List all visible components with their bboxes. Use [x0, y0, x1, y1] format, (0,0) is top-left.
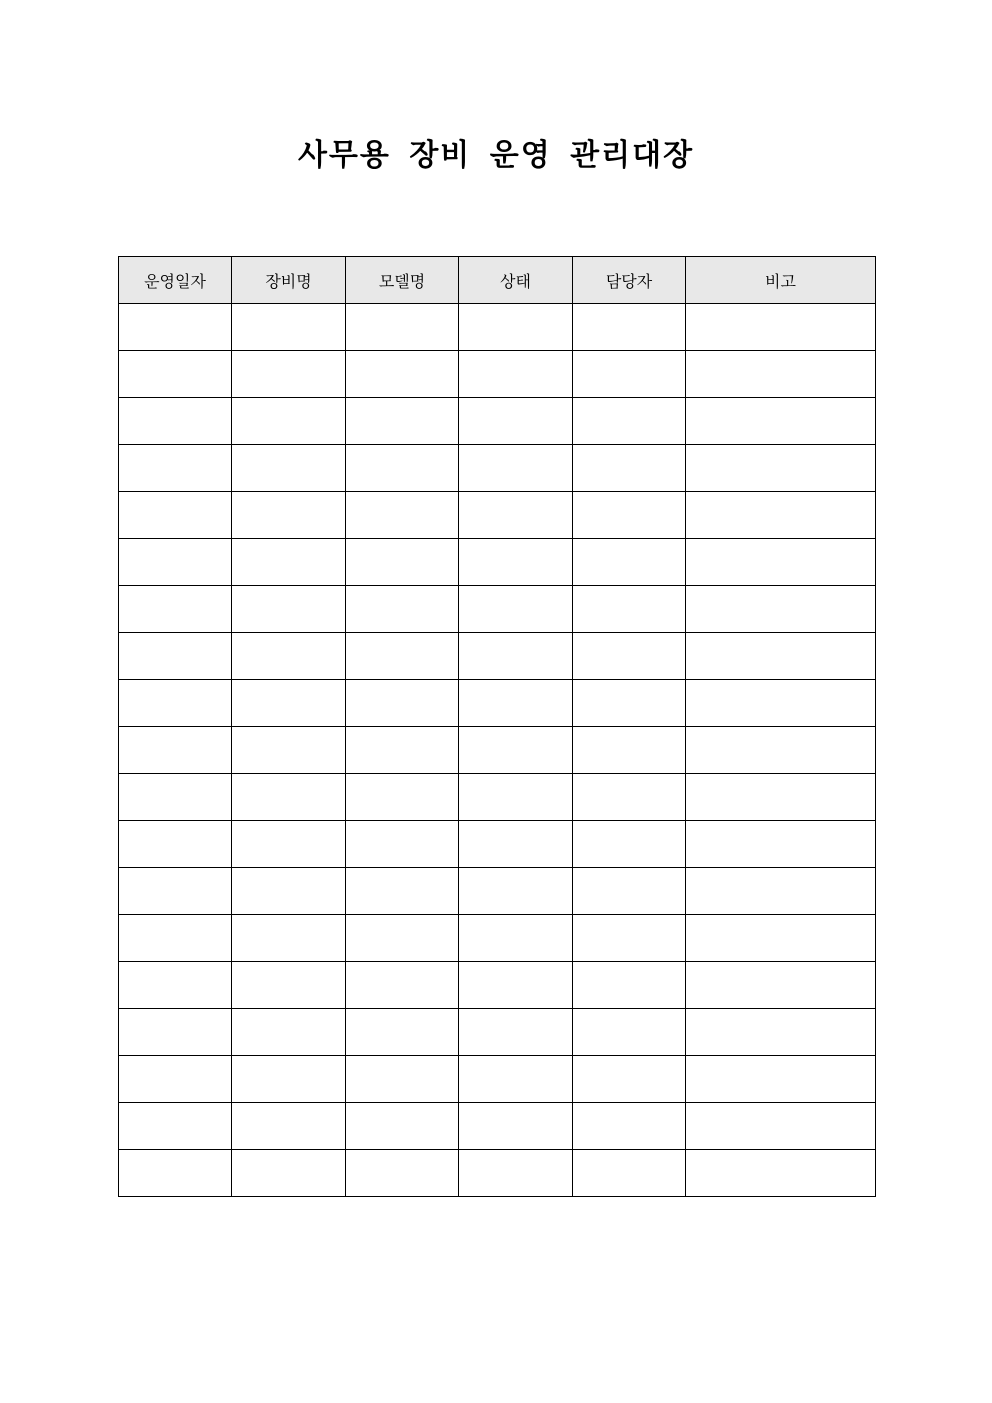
- status-cell[interactable]: [459, 774, 573, 821]
- header-operation-date: 운영일자: [119, 257, 232, 304]
- header-model-name: 모델명: [346, 257, 459, 304]
- status-cell[interactable]: [459, 680, 573, 727]
- remarks-cell[interactable]: [686, 1009, 876, 1056]
- equipment-name-cell[interactable]: [232, 351, 346, 398]
- model-name-cell[interactable]: [346, 680, 459, 727]
- model-name-cell[interactable]: [346, 398, 459, 445]
- manager-cell[interactable]: [573, 398, 686, 445]
- equipment-name-cell[interactable]: [232, 962, 346, 1009]
- model-name-cell[interactable]: [346, 868, 459, 915]
- operation-date-cell[interactable]: [119, 1056, 232, 1103]
- manager-cell[interactable]: [573, 868, 686, 915]
- equipment-name-cell[interactable]: [232, 1009, 346, 1056]
- remarks-cell[interactable]: [686, 398, 876, 445]
- manager-cell[interactable]: [573, 539, 686, 586]
- manager-cell[interactable]: [573, 586, 686, 633]
- table-header-row: [119, 257, 876, 304]
- model-name-cell[interactable]: [346, 1103, 459, 1150]
- manager-cell[interactable]: [573, 351, 686, 398]
- operation-date-cell[interactable]: [119, 680, 232, 727]
- remarks-cell[interactable]: [686, 821, 876, 868]
- table-row: [119, 1009, 876, 1056]
- status-cell[interactable]: [459, 539, 573, 586]
- model-name-cell[interactable]: [346, 774, 459, 821]
- manager-cell[interactable]: [573, 821, 686, 868]
- equipment-name-cell[interactable]: [232, 1103, 346, 1150]
- equipment-name-cell[interactable]: [232, 774, 346, 821]
- manager-cell[interactable]: [573, 774, 686, 821]
- status-cell[interactable]: [459, 915, 573, 962]
- table-row: [119, 586, 876, 633]
- table-body: [119, 304, 876, 1197]
- remarks-cell[interactable]: [686, 868, 876, 915]
- remarks-cell[interactable]: [686, 351, 876, 398]
- manager-cell[interactable]: [573, 1056, 686, 1103]
- operation-date-cell[interactable]: [119, 821, 232, 868]
- status-cell[interactable]: [459, 304, 573, 351]
- status-cell[interactable]: [459, 445, 573, 492]
- remarks-cell[interactable]: [686, 304, 876, 351]
- model-name-cell[interactable]: [346, 1009, 459, 1056]
- equipment-name-cell[interactable]: [232, 915, 346, 962]
- operation-date-cell[interactable]: [119, 1103, 232, 1150]
- table-row: [119, 398, 876, 445]
- model-name-cell[interactable]: [346, 915, 459, 962]
- manager-cell[interactable]: [573, 1009, 686, 1056]
- remarks-cell[interactable]: [686, 586, 876, 633]
- table-row: [119, 727, 876, 774]
- operation-date-cell[interactable]: [119, 492, 232, 539]
- remarks-cell[interactable]: [686, 727, 876, 774]
- manager-cell[interactable]: [573, 1103, 686, 1150]
- header-manager: 담당자: [573, 257, 686, 304]
- equipment-name-cell[interactable]: [232, 539, 346, 586]
- operation-date-cell[interactable]: [119, 539, 232, 586]
- remarks-cell[interactable]: [686, 492, 876, 539]
- table-row: [119, 1150, 876, 1197]
- manager-cell[interactable]: [573, 680, 686, 727]
- operation-date-cell[interactable]: [119, 304, 232, 351]
- header-status: 상태: [459, 257, 573, 304]
- operation-date-cell[interactable]: [119, 1009, 232, 1056]
- remarks-cell[interactable]: [686, 915, 876, 962]
- operation-date-cell[interactable]: [119, 962, 232, 1009]
- model-name-cell[interactable]: [346, 586, 459, 633]
- status-cell[interactable]: [459, 821, 573, 868]
- status-cell[interactable]: [459, 962, 573, 1009]
- equipment-name-cell[interactable]: [232, 727, 346, 774]
- equipment-name-cell[interactable]: [232, 1150, 346, 1197]
- model-name-cell[interactable]: [346, 445, 459, 492]
- page-title: 사무용 장비 운영 관리대장: [297, 138, 695, 173]
- operation-date-cell[interactable]: [119, 1150, 232, 1197]
- header-equipment-name: 장비명: [232, 257, 346, 304]
- equipment-name-cell[interactable]: [232, 492, 346, 539]
- model-name-cell[interactable]: [346, 962, 459, 1009]
- operation-date-cell[interactable]: [119, 351, 232, 398]
- equipment-ledger-table: [118, 256, 876, 1197]
- operation-date-cell[interactable]: [119, 633, 232, 680]
- model-name-cell[interactable]: [346, 727, 459, 774]
- operation-date-cell[interactable]: [119, 774, 232, 821]
- remarks-cell[interactable]: [686, 1103, 876, 1150]
- equipment-name-cell[interactable]: [232, 1056, 346, 1103]
- operation-date-cell[interactable]: [119, 868, 232, 915]
- status-cell[interactable]: [459, 398, 573, 445]
- remarks-cell[interactable]: [686, 539, 876, 586]
- table-row: [119, 445, 876, 492]
- model-name-cell[interactable]: [346, 304, 459, 351]
- status-cell[interactable]: [459, 1009, 573, 1056]
- table-row: [119, 351, 876, 398]
- status-cell[interactable]: [459, 1150, 573, 1197]
- header-remarks: 비고: [686, 257, 876, 304]
- manager-cell[interactable]: [573, 915, 686, 962]
- operation-date-cell[interactable]: [119, 445, 232, 492]
- manager-cell[interactable]: [573, 304, 686, 351]
- manager-cell[interactable]: [573, 492, 686, 539]
- equipment-name-cell[interactable]: [232, 304, 346, 351]
- table-row: [119, 1103, 876, 1150]
- remarks-cell[interactable]: [686, 774, 876, 821]
- table-row: [119, 680, 876, 727]
- model-name-cell[interactable]: [346, 492, 459, 539]
- status-cell[interactable]: [459, 633, 573, 680]
- manager-cell[interactable]: [573, 727, 686, 774]
- manager-cell[interactable]: [573, 445, 686, 492]
- equipment-name-cell[interactable]: [232, 821, 346, 868]
- equipment-name-cell[interactable]: [232, 680, 346, 727]
- equipment-name-cell[interactable]: [232, 445, 346, 492]
- model-name-cell[interactable]: [346, 1150, 459, 1197]
- table-row: [119, 1056, 876, 1103]
- remarks-cell[interactable]: [686, 1150, 876, 1197]
- status-cell[interactable]: [459, 868, 573, 915]
- model-name-cell[interactable]: [346, 539, 459, 586]
- table-row: [119, 821, 876, 868]
- status-cell[interactable]: [459, 727, 573, 774]
- operation-date-cell[interactable]: [119, 727, 232, 774]
- remarks-cell[interactable]: [686, 445, 876, 492]
- table-row: [119, 962, 876, 1009]
- model-name-cell[interactable]: [346, 821, 459, 868]
- status-cell[interactable]: [459, 351, 573, 398]
- table-row: [119, 774, 876, 821]
- status-cell[interactable]: [459, 1056, 573, 1103]
- model-name-cell[interactable]: [346, 351, 459, 398]
- operation-date-cell[interactable]: [119, 915, 232, 962]
- status-cell[interactable]: [459, 492, 573, 539]
- remarks-cell[interactable]: [686, 962, 876, 1009]
- equipment-name-cell[interactable]: [232, 398, 346, 445]
- table-row: [119, 304, 876, 351]
- model-name-cell[interactable]: [346, 1056, 459, 1103]
- manager-cell[interactable]: [573, 962, 686, 1009]
- table-row: [119, 868, 876, 915]
- table-row: [119, 633, 876, 680]
- manager-cell[interactable]: [573, 633, 686, 680]
- equipment-name-cell[interactable]: [232, 586, 346, 633]
- operation-date-cell[interactable]: [119, 398, 232, 445]
- equipment-name-cell[interactable]: [232, 868, 346, 915]
- manager-cell[interactable]: [573, 1150, 686, 1197]
- operation-date-cell[interactable]: [119, 586, 232, 633]
- status-cell[interactable]: [459, 1103, 573, 1150]
- table-row: [119, 492, 876, 539]
- remarks-cell[interactable]: [686, 633, 876, 680]
- equipment-name-cell[interactable]: [232, 633, 346, 680]
- remarks-cell[interactable]: [686, 680, 876, 727]
- model-name-cell[interactable]: [346, 633, 459, 680]
- table-row: [119, 915, 876, 962]
- remarks-cell[interactable]: [686, 1056, 876, 1103]
- table-row: [119, 539, 876, 586]
- status-cell[interactable]: [459, 586, 573, 633]
